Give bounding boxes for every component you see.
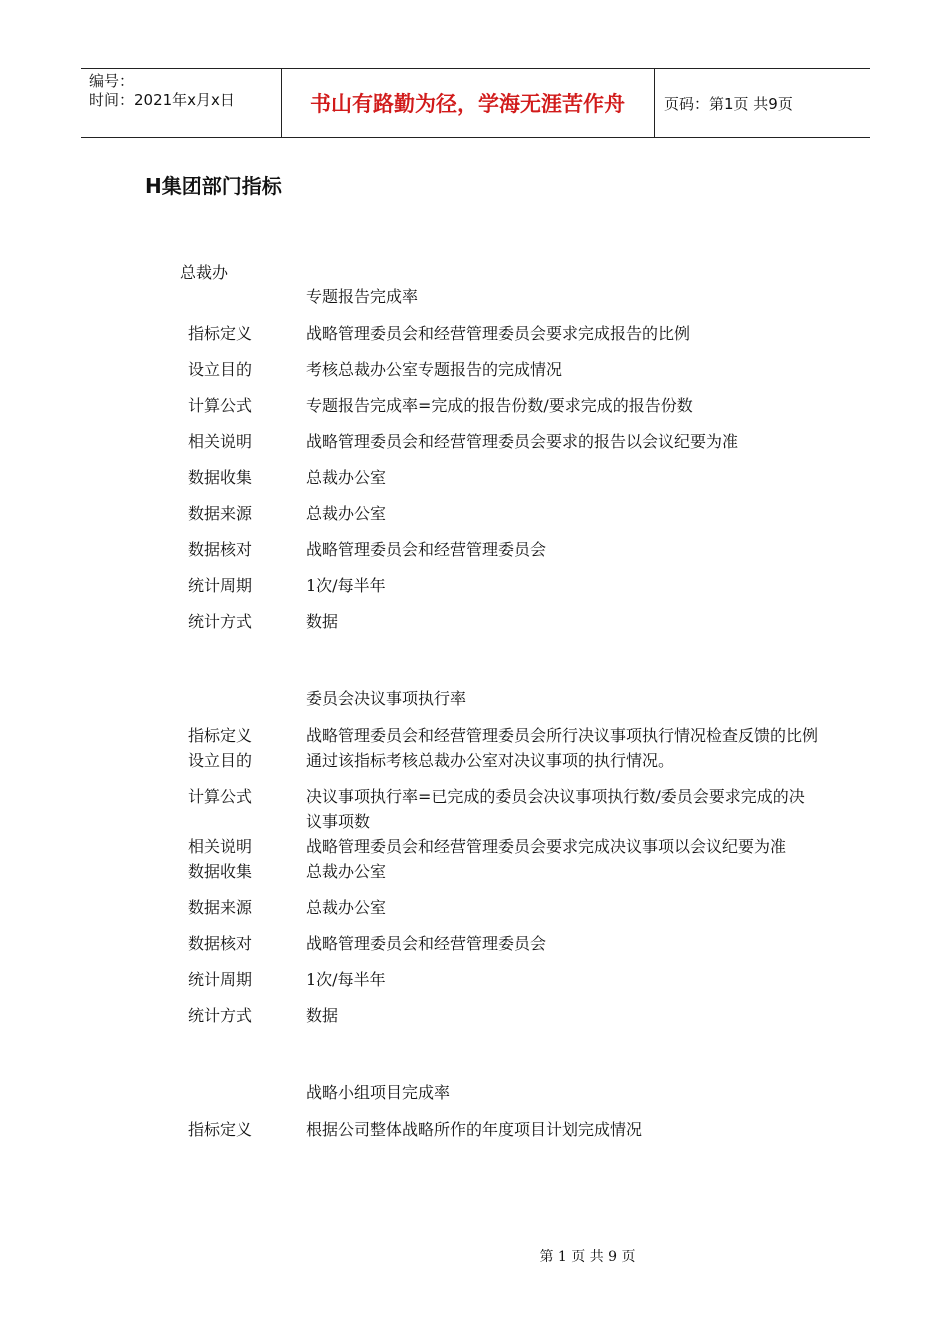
indicator-row: [0, 895, 950, 920]
row-value: 考核总裁办公室专题报告的完成情况: [306, 360, 563, 379]
row-value: 战略管理委员会和经营管理委员会: [306, 934, 547, 953]
row-value: 专题报告完成率=完成的报告份数/要求完成的报告份数: [306, 396, 693, 415]
row-value: 1次/每半年: [306, 970, 386, 989]
row-label: 统计方式: [188, 1006, 253, 1025]
indicator-row: [0, 834, 950, 859]
indicator-row: [0, 537, 950, 562]
row-label: 统计方式: [188, 612, 253, 631]
page-footer: 第 1 页 共 9 页: [539, 1249, 636, 1265]
row-label: 数据来源: [188, 898, 253, 917]
serial-label: 编号：: [89, 72, 135, 90]
indicator-row: [0, 967, 950, 992]
indicator-row: [0, 1117, 950, 1142]
indicator-row: [0, 573, 950, 598]
row-value: 决议事项执行率=已完成的委员会决议事项执行数/委员会要求完成的决议事项数: [306, 787, 805, 831]
row-label: 数据来源: [188, 504, 253, 523]
row-value: 总裁办公室: [306, 504, 387, 523]
row-value: 根据公司整体战略所作的年度项目计划完成情况: [306, 1120, 643, 1139]
row-label: 数据核对: [188, 540, 253, 559]
row-label: 计算公式: [188, 787, 253, 806]
row-label: 指标定义: [188, 324, 253, 343]
header-motto: 书山有路勤为径，学海无涯苦作舟: [281, 69, 655, 137]
indicator-row: [0, 357, 950, 382]
header-page-info: 页码：第1页 共9页: [664, 94, 793, 113]
indicator-name: 委员会决议事项执行率: [306, 689, 467, 708]
row-value: 战略管理委员会和经营管理委员会要求的报告以会议纪要为准: [306, 432, 739, 451]
row-label: 计算公式: [188, 396, 253, 415]
row-value: 战略管理委员会和经营管理委员会: [306, 540, 547, 559]
row-value: 战略管理委员会和经营管理委员会所行决议事项执行情况检查反馈的比例: [306, 726, 819, 745]
indicator-row: [0, 321, 950, 346]
indicator-row: [0, 723, 950, 748]
indicator-row: [0, 393, 950, 418]
row-label: 数据核对: [188, 934, 253, 953]
date-label: 时间：2021年x月x日: [89, 91, 235, 109]
indicator-row: [0, 784, 950, 834]
indicator-row: [0, 501, 950, 526]
indicator-row: [0, 1003, 950, 1028]
row-value: 通过该指标考核总裁办公室对决议事项的执行情况。: [306, 751, 675, 770]
row-label: 相关说明: [188, 837, 253, 856]
department-name: 总裁办: [180, 263, 229, 282]
row-value: 战略管理委员会和经营管理委员会要求完成报告的比例: [306, 324, 691, 343]
indicator-name: 专题报告完成率: [306, 287, 419, 306]
row-label: 相关说明: [188, 432, 253, 451]
row-value: 总裁办公室: [306, 862, 387, 881]
header-table: [81, 68, 870, 138]
header-meta-cell: [81, 69, 282, 137]
row-value: 数据: [306, 612, 339, 631]
indicator-row: [0, 931, 950, 956]
row-value: 总裁办公室: [306, 898, 387, 917]
document-title: H集团部门指标: [145, 174, 282, 198]
row-label: 数据收集: [188, 468, 253, 487]
row-label: 统计周期: [188, 576, 253, 595]
row-value: 战略管理委员会和经营管理委员会要求完成决议事项以会议纪要为准: [306, 837, 787, 856]
indicator-row: [0, 429, 950, 454]
row-label: 统计周期: [188, 970, 253, 989]
row-value: 1次/每半年: [306, 576, 386, 595]
row-label: 数据收集: [188, 862, 253, 881]
row-label: 指标定义: [188, 1120, 253, 1139]
row-label: 指标定义: [188, 726, 253, 745]
indicator-row: [0, 859, 950, 884]
row-value: 总裁办公室: [306, 468, 387, 487]
indicator-name: 战略小组项目完成率: [306, 1083, 451, 1102]
indicator-row: [0, 465, 950, 490]
indicator-block: [0, 284, 950, 634]
row-label: 设立目的: [188, 360, 253, 379]
indicator-block: [0, 1080, 950, 1142]
indicator-row: [0, 609, 950, 634]
indicator-list: [0, 284, 950, 1142]
indicator-row: [0, 748, 950, 773]
row-value: 数据: [306, 1006, 339, 1025]
indicator-block: [0, 686, 950, 1028]
row-label: 设立目的: [188, 751, 253, 770]
